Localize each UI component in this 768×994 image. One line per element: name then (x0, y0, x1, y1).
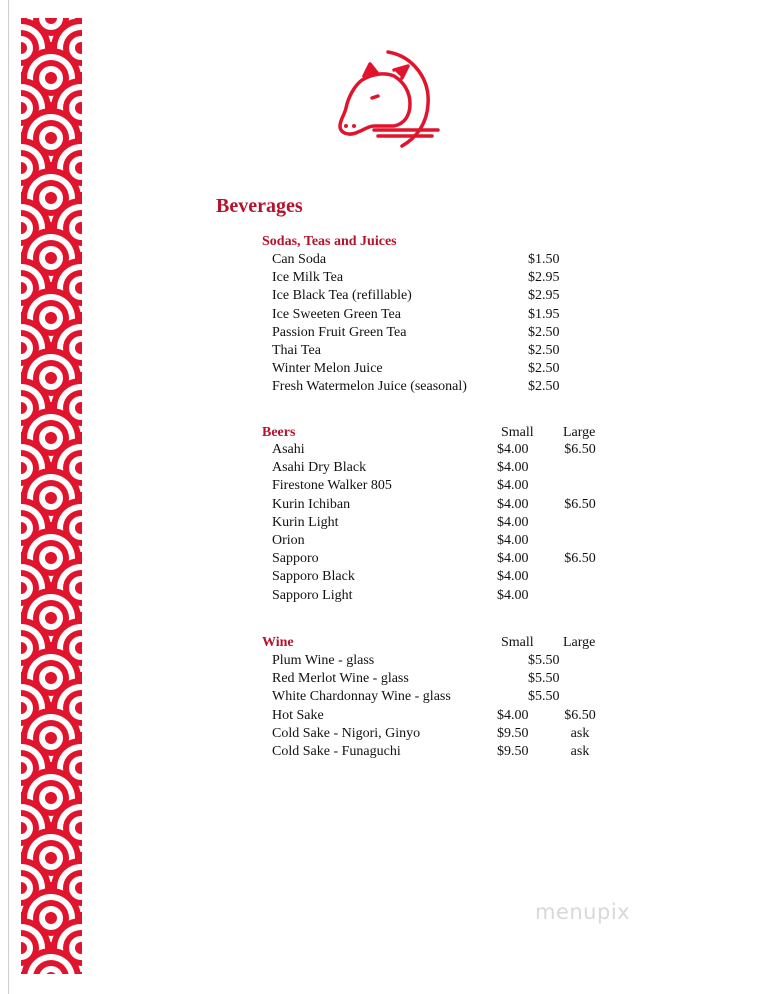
beers-item (0, 478, 768, 496)
sodas-item (0, 270, 768, 288)
item-name: White Chardonnay Wine - glass (272, 689, 451, 705)
item-name: Ice Black Tea (refillable) (272, 288, 412, 304)
sodas-item (0, 379, 768, 397)
item-price: $2.50 (528, 324, 560, 340)
beers-item (0, 497, 768, 515)
item-name: Orion (272, 533, 305, 548)
item-name: Kurin Ichiban (272, 496, 351, 512)
beers-col-large: Large (563, 425, 596, 440)
item-price: $2.95 (528, 270, 560, 286)
item-name: Plum Wine - glass (272, 653, 375, 668)
item-price-small: $4.00 (497, 551, 529, 567)
sodas-item (0, 343, 768, 361)
item-price-large: $6.50 (564, 496, 596, 512)
wine-item (0, 726, 768, 744)
item-name: Kurin Light (272, 514, 339, 530)
item-price: $2.95 (528, 288, 560, 304)
section-heading-beers: Beers (262, 425, 296, 440)
beers-item (0, 588, 768, 606)
wine-item (0, 653, 768, 671)
item-price-small: $4.00 (497, 533, 529, 548)
beers-col-small: Small (501, 425, 534, 440)
item-price-small: $5.50 (528, 671, 560, 687)
item-name: Can Soda (272, 252, 327, 267)
wine-item (0, 689, 768, 707)
item-price-small: $4.00 (497, 460, 529, 476)
wine-col-large: Large (563, 635, 596, 650)
item-price-small: $4.00 (497, 569, 529, 585)
item-price-large: ask (570, 725, 590, 741)
wine-item (0, 744, 768, 762)
item-price-small: $4.00 (497, 496, 529, 512)
beers-item (0, 460, 768, 478)
item-price-small: $5.50 (528, 653, 560, 668)
item-price-small: $9.50 (497, 725, 529, 741)
item-price-large: $6.50 (564, 707, 596, 723)
item-name: Red Merlot Wine - glass (272, 671, 409, 687)
sodas-item (0, 252, 768, 270)
item-name: Asahi (272, 442, 305, 457)
sodas-item (0, 307, 768, 325)
wine-item (0, 671, 768, 689)
watermark: menupix (535, 900, 631, 924)
item-price-small: $4.00 (497, 478, 529, 494)
item-name: Sapporo Light (272, 587, 353, 603)
item-price-small: $4.00 (497, 707, 529, 723)
sodas-item (0, 325, 768, 343)
section-heading-sodas: Sodas, Teas and Juices (262, 234, 397, 249)
page-title: Beverages (216, 195, 303, 217)
item-name: Asahi Dry Black (272, 460, 367, 476)
item-price: $1.95 (528, 306, 560, 322)
item-price-small: $4.00 (497, 514, 529, 530)
item-price: $2.50 (528, 343, 560, 358)
item-price: $2.50 (528, 379, 560, 395)
sodas-item (0, 361, 768, 379)
beers-item (0, 442, 768, 460)
item-name: Fresh Watermelon Juice (seasonal) (272, 379, 467, 395)
item-name: Hot Sake (272, 707, 324, 723)
wine-col-small: Small (501, 635, 534, 650)
sodas-item (0, 288, 768, 306)
item-name: Ice Milk Tea (272, 270, 344, 286)
wine-item (0, 708, 768, 726)
item-price-small: $5.50 (528, 689, 560, 705)
item-name: Cold Sake - Funaguchi (272, 744, 401, 759)
item-name: Thai Tea (272, 343, 321, 358)
item-name: Passion Fruit Green Tea (272, 324, 407, 340)
item-price-small: $9.50 (497, 744, 529, 759)
item-name: Sapporo Black (272, 569, 355, 585)
item-name: Sapporo (272, 551, 319, 567)
item-name: Cold Sake - Nigori, Ginyo (272, 725, 421, 741)
item-price-small: $4.00 (497, 442, 529, 457)
beers-item (0, 515, 768, 533)
beers-item (0, 569, 768, 587)
beers-item (0, 533, 768, 551)
item-name: Firestone Walker 805 (272, 478, 392, 494)
beers-item (0, 551, 768, 569)
pig-head-icon (334, 46, 440, 150)
item-price-small: $4.00 (497, 587, 529, 603)
item-name: Ice Sweeten Green Tea (272, 306, 401, 322)
item-price: $2.50 (528, 361, 560, 377)
item-name: Winter Melon Juice (272, 361, 383, 377)
item-price-large: $6.50 (564, 551, 596, 567)
item-price: $1.50 (528, 252, 560, 267)
item-price-large: $6.50 (564, 442, 596, 457)
item-price-large: ask (570, 744, 590, 759)
section-heading-wine: Wine (262, 635, 294, 650)
